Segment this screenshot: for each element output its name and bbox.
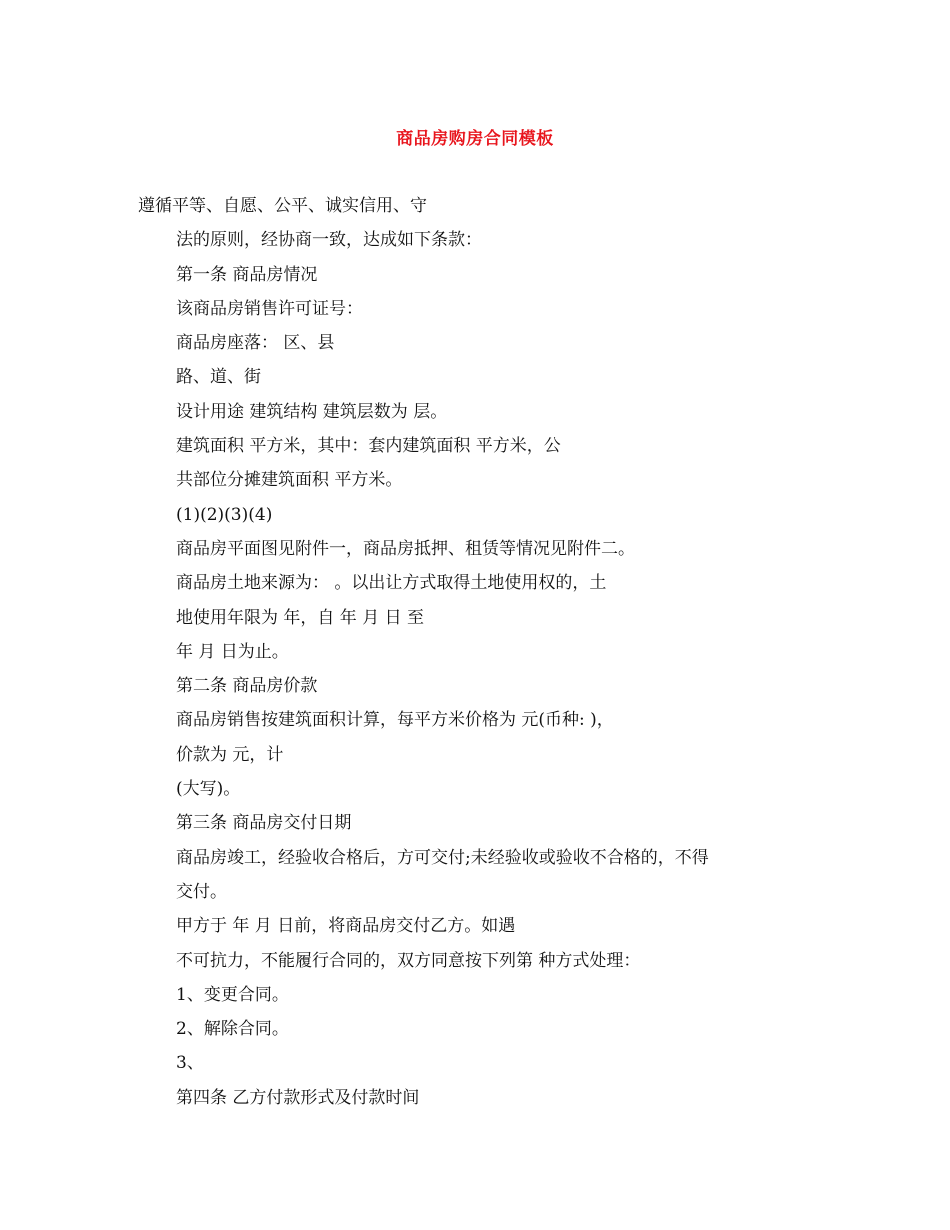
article-heading: 第二条 商品房价款: [176, 676, 318, 697]
text-line: 商品房销售按建筑面积计算，每平方米价格为 元(币种: )，: [176, 710, 614, 731]
text-line: 商品房竣工，经验收合格后，方可交付;未经验收或验收不合格的，不得: [176, 847, 709, 868]
text-line: 交付。: [176, 881, 227, 902]
text-line: 商品房平面图见附件一，商品房抵押、租赁等情况见附件二。: [176, 538, 635, 559]
text-line: (大写)。: [176, 779, 241, 800]
article-heading: 第三条 商品房交付日期: [176, 813, 352, 834]
list-item: 1、变更合同。: [176, 984, 289, 1005]
document-body: [0, 192, 950, 1118]
document-title: 商品房购房合同模板: [396, 129, 554, 149]
text-line: 共部位分摊建筑面积 平方米。: [176, 470, 403, 491]
text-line: 法的原则，经协商一致，达成如下条款：: [176, 230, 482, 251]
text-line: (1)(2)(3)(4): [176, 504, 273, 525]
text-line: 商品房座落： 区、县: [176, 333, 335, 354]
text-line: 遵循平等、自愿、公平、诚实信用、守: [138, 196, 427, 216]
text-line: 价款为 元，计: [176, 744, 284, 765]
text-line: 路、道、街: [176, 367, 261, 388]
text-line: 甲方于 年 月 日前，将商品房交付乙方。如遇: [176, 916, 516, 937]
text-line: 设计用途 建筑结构 建筑层数为 层。: [176, 401, 448, 422]
text-line: 建筑面积 平方米，其中：套内建筑面积 平方米，公: [176, 436, 561, 457]
list-item: 2、解除合同。: [176, 1019, 289, 1040]
text-line: 不可抗力，不能履行合同的，双方同意按下列第 种方式处理：: [176, 950, 641, 971]
text-line: 该商品房销售许可证号：: [176, 298, 363, 319]
article-heading: 第四条 乙方付款形式及付款时间: [176, 1087, 420, 1108]
text-line: 年 月 日为止。: [176, 641, 289, 662]
text-line: 商品房土地来源为： 。以出让方式取得土地使用权的，土: [176, 573, 607, 594]
article-heading: 第一条 商品房情况: [176, 264, 318, 285]
text-line: 地使用年限为 年，自 年 月 日 至: [176, 607, 425, 628]
list-item: 3、: [176, 1053, 204, 1074]
